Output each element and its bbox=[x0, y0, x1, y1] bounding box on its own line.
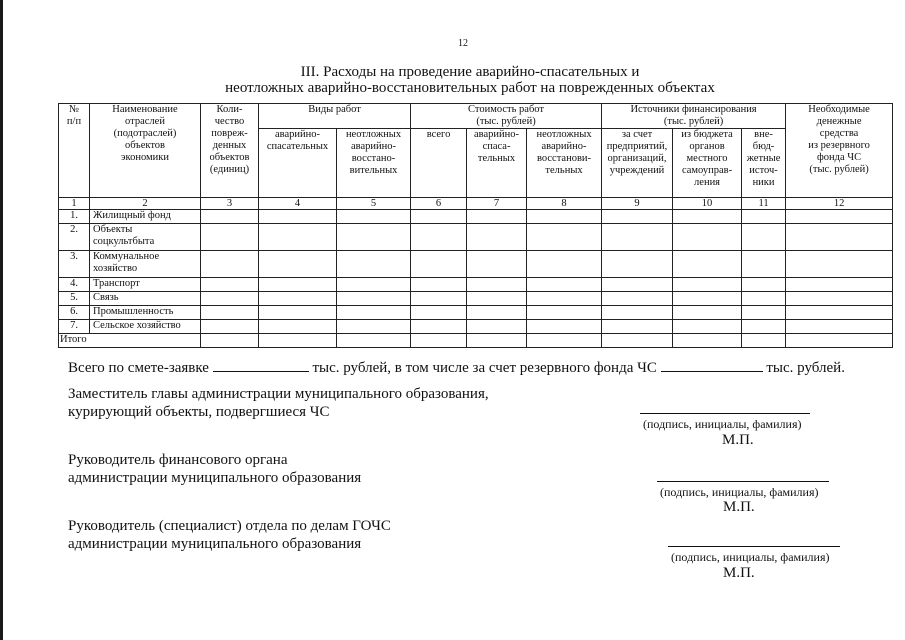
row-number: 2. bbox=[59, 224, 90, 251]
table-cell[interactable] bbox=[201, 320, 259, 334]
table-cell[interactable] bbox=[786, 320, 893, 334]
table-cell[interactable] bbox=[786, 251, 893, 278]
signature-line[interactable] bbox=[668, 546, 840, 547]
table-cell[interactable] bbox=[527, 292, 602, 306]
table-cell[interactable] bbox=[602, 334, 673, 348]
table-cell[interactable] bbox=[201, 334, 259, 348]
header-count: Коли- чество повреж- денных объектов (единиц) bbox=[201, 104, 259, 198]
table-cell[interactable] bbox=[527, 210, 602, 224]
table-cell[interactable] bbox=[259, 306, 337, 320]
table-cell[interactable] bbox=[786, 292, 893, 306]
summary-suffix: тыс. рублей. bbox=[766, 360, 845, 376]
header-cost-rescue: аварийно- спаса- тельных bbox=[467, 129, 527, 198]
row-label: Коммунальное хозяйство bbox=[90, 251, 201, 278]
header-src-offbudget: вне- бюд- жетные источ- ники bbox=[742, 129, 786, 198]
table-cell[interactable] bbox=[467, 292, 527, 306]
table-cell[interactable] bbox=[527, 320, 602, 334]
stamp-place: М.П. bbox=[723, 499, 755, 515]
header-num: № п/п bbox=[59, 104, 90, 198]
signatory-title: Заместитель главы администрации муниципального образования, bbox=[68, 386, 489, 402]
table-cell[interactable] bbox=[201, 251, 259, 278]
header-name: Наименование отраслей (подотраслей) объектов экономики bbox=[90, 104, 201, 198]
header-cost: Стоимость работ (тыс. рублей) bbox=[411, 104, 602, 129]
signature-caption: (подпись, инициалы, фамилия) bbox=[671, 550, 830, 564]
table-row bbox=[59, 292, 893, 306]
table-cell[interactable] bbox=[337, 278, 411, 292]
row-number: 6. bbox=[59, 306, 90, 320]
row-label: Промышленность bbox=[90, 306, 201, 320]
row-number: 4. bbox=[59, 278, 90, 292]
table-cell[interactable] bbox=[527, 224, 602, 251]
column-number: 5 bbox=[337, 198, 411, 210]
signatory-title: Руководитель (специалист) отдела по делам ГОЧС bbox=[68, 518, 391, 534]
signature-block-finance bbox=[68, 451, 361, 487]
table-cell[interactable] bbox=[337, 210, 411, 224]
column-number: 11 bbox=[742, 198, 786, 210]
header-total: всего bbox=[411, 129, 467, 198]
table-cell[interactable] bbox=[337, 292, 411, 306]
table-cell[interactable] bbox=[786, 224, 893, 251]
table-cell[interactable] bbox=[201, 210, 259, 224]
table-cell[interactable] bbox=[259, 210, 337, 224]
signature-block-gochs bbox=[68, 517, 391, 553]
column-number: 8 bbox=[527, 198, 602, 210]
table-cell[interactable] bbox=[201, 292, 259, 306]
signature-caption: (подпись, инициалы, фамилия) bbox=[643, 417, 802, 431]
table-cell[interactable] bbox=[527, 251, 602, 278]
section-title bbox=[150, 64, 790, 96]
table-cell[interactable] bbox=[467, 278, 527, 292]
table-row bbox=[59, 320, 893, 334]
table-cell[interactable] bbox=[337, 320, 411, 334]
title-line-1: III. Расходы на проведение аварийно-спасательных и bbox=[300, 64, 640, 80]
header-needed: Необходимые денежные средства из резервного фонда ЧС (тыс. рублей) bbox=[786, 104, 893, 198]
column-number: 6 bbox=[411, 198, 467, 210]
table-cell[interactable] bbox=[673, 306, 742, 320]
signatory-title: Руководитель финансового органа bbox=[68, 452, 288, 468]
table-cell[interactable] bbox=[602, 278, 673, 292]
header-src-budget: из бюджета органов местного самоуправ- ления bbox=[673, 129, 742, 198]
signatory-title: администрации муниципального образования bbox=[68, 536, 362, 552]
table-cell[interactable] bbox=[337, 306, 411, 320]
stamp-place: М.П. bbox=[722, 432, 754, 448]
table-cell[interactable] bbox=[411, 251, 467, 278]
total-label: Итого bbox=[59, 334, 201, 348]
column-number: 1 bbox=[59, 198, 90, 210]
table-cell[interactable] bbox=[673, 278, 742, 292]
table-cell[interactable] bbox=[742, 334, 786, 348]
table-cell[interactable] bbox=[527, 334, 602, 348]
table-cell[interactable] bbox=[786, 334, 893, 348]
header-work-types: Виды работ bbox=[259, 104, 411, 129]
table-cell[interactable] bbox=[467, 210, 527, 224]
table-cell[interactable] bbox=[467, 224, 527, 251]
stamp-place: М.П. bbox=[723, 565, 755, 581]
table-cell[interactable] bbox=[201, 224, 259, 251]
table-cell[interactable] bbox=[742, 292, 786, 306]
header-urgent: неотложных аварийно- восстано- вительных bbox=[337, 129, 411, 198]
table-cell[interactable] bbox=[201, 278, 259, 292]
table-cell[interactable] bbox=[337, 251, 411, 278]
column-number: 7 bbox=[467, 198, 527, 210]
row-label: Сельское хозяйство bbox=[90, 320, 201, 334]
column-number: 3 bbox=[201, 198, 259, 210]
table-row bbox=[59, 278, 893, 292]
table-cell[interactable] bbox=[742, 210, 786, 224]
table-cell[interactable] bbox=[742, 320, 786, 334]
expenses-table bbox=[58, 103, 893, 348]
row-number: 3. bbox=[59, 251, 90, 278]
total-row bbox=[59, 334, 893, 348]
header-cost-urgent: неотложных аварийно- восстанови- тельных bbox=[527, 129, 602, 198]
table-cell[interactable] bbox=[673, 292, 742, 306]
table-cell[interactable] bbox=[337, 334, 411, 348]
header-rescue: аварийно- спасательных bbox=[259, 129, 337, 198]
table-row bbox=[59, 306, 893, 320]
table-cell[interactable] bbox=[602, 210, 673, 224]
column-number: 2 bbox=[90, 198, 201, 210]
page-number: 12 bbox=[458, 38, 468, 49]
table-cell[interactable] bbox=[411, 306, 467, 320]
row-label: Транспорт bbox=[90, 278, 201, 292]
table-cell[interactable] bbox=[411, 334, 467, 348]
table-cell[interactable] bbox=[673, 210, 742, 224]
table-cell[interactable] bbox=[742, 251, 786, 278]
column-numbers-row bbox=[59, 198, 893, 210]
signature-line[interactable] bbox=[657, 481, 829, 482]
table-cell[interactable] bbox=[602, 306, 673, 320]
column-number: 9 bbox=[602, 198, 673, 210]
table-cell[interactable] bbox=[673, 334, 742, 348]
signature-line[interactable] bbox=[640, 413, 810, 414]
column-number: 4 bbox=[259, 198, 337, 210]
summary-middle: тыс. рублей, в том числе за счет резервного фонда ЧС bbox=[312, 360, 657, 376]
title-line-2: неотложных аварийно-восстановительных работ на поврежденных объектах bbox=[225, 80, 715, 96]
table-cell[interactable] bbox=[259, 292, 337, 306]
total-amount-blank[interactable] bbox=[213, 359, 309, 372]
table-cell[interactable] bbox=[411, 320, 467, 334]
row-label: Связь bbox=[90, 292, 201, 306]
table-cell[interactable] bbox=[467, 334, 527, 348]
table-cell[interactable] bbox=[259, 334, 337, 348]
table-cell[interactable] bbox=[259, 224, 337, 251]
table-cell[interactable] bbox=[527, 306, 602, 320]
table-cell[interactable] bbox=[602, 224, 673, 251]
table-cell[interactable] bbox=[467, 251, 527, 278]
table-cell[interactable] bbox=[467, 306, 527, 320]
table-cell[interactable] bbox=[786, 278, 893, 292]
table-cell[interactable] bbox=[411, 224, 467, 251]
table-cell[interactable] bbox=[786, 306, 893, 320]
table-cell[interactable] bbox=[337, 224, 411, 251]
signature-caption: (подпись, инициалы, фамилия) bbox=[660, 485, 819, 499]
table-cell[interactable] bbox=[602, 251, 673, 278]
table-cell[interactable] bbox=[673, 320, 742, 334]
header-src-org: за счет предприятий, организаций, учреждений bbox=[602, 129, 673, 198]
table-cell[interactable] bbox=[742, 306, 786, 320]
table-cell[interactable] bbox=[201, 306, 259, 320]
column-number: 10 bbox=[673, 198, 742, 210]
header-sources: Источники финансирования (тыс. рублей) bbox=[602, 104, 786, 129]
table-cell[interactable] bbox=[602, 292, 673, 306]
signature-block-deputy bbox=[68, 385, 489, 421]
row-label: Жилищный фонд bbox=[90, 210, 201, 224]
row-label: Объекты соцкультбыта bbox=[90, 224, 201, 251]
signatory-title: администрации муниципального образования bbox=[68, 470, 362, 486]
table-cell[interactable] bbox=[742, 278, 786, 292]
table-cell[interactable] bbox=[467, 320, 527, 334]
table-cell[interactable] bbox=[742, 224, 786, 251]
table-cell[interactable] bbox=[673, 251, 742, 278]
table-cell[interactable] bbox=[786, 210, 893, 224]
table-cell[interactable] bbox=[259, 278, 337, 292]
table-cell[interactable] bbox=[259, 251, 337, 278]
row-number: 7. bbox=[59, 320, 90, 334]
row-number: 1. bbox=[59, 210, 90, 224]
summary-line bbox=[68, 359, 845, 377]
row-number: 5. bbox=[59, 292, 90, 306]
table-row bbox=[59, 224, 893, 251]
column-number: 12 bbox=[786, 198, 893, 210]
table-row bbox=[59, 251, 893, 278]
table-cell[interactable] bbox=[673, 224, 742, 251]
table-cell[interactable] bbox=[411, 278, 467, 292]
table-cell[interactable] bbox=[602, 320, 673, 334]
table-cell[interactable] bbox=[411, 292, 467, 306]
table-row bbox=[59, 210, 893, 224]
signatory-title: курирующий объекты, подвергшиеся ЧС bbox=[68, 404, 330, 420]
summary-prefix: Всего по смете-заявке bbox=[68, 360, 209, 376]
reserve-amount-blank[interactable] bbox=[661, 359, 763, 372]
table-cell[interactable] bbox=[527, 278, 602, 292]
table-cell[interactable] bbox=[259, 320, 337, 334]
table-cell[interactable] bbox=[411, 210, 467, 224]
scan-border bbox=[0, 0, 3, 640]
